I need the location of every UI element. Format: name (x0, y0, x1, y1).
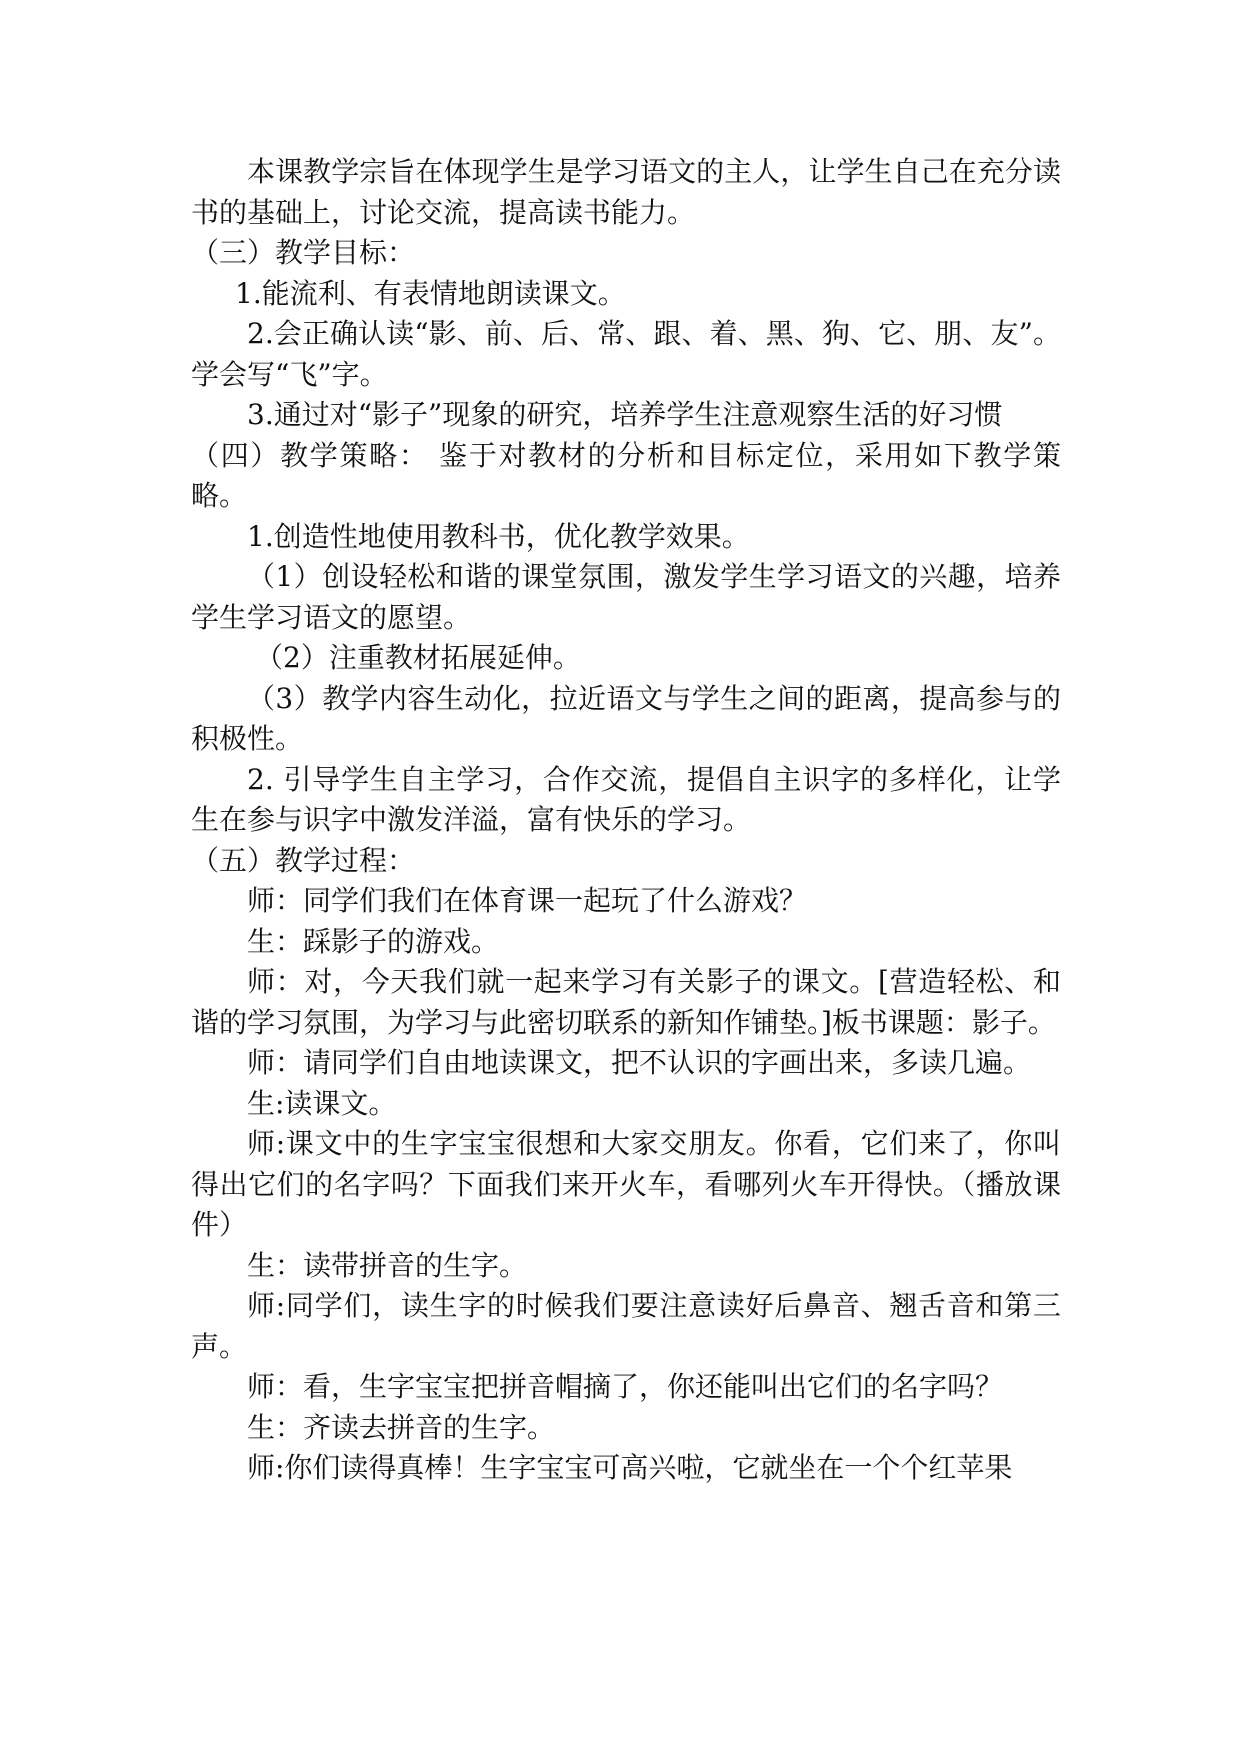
dialogue-line: 生:读课文。 (247, 1086, 397, 1120)
dialogue-line: 生：踩影子的游戏。 (247, 924, 500, 958)
dialogue-line: 师:同学们，读生字的时候我们要注意读好后鼻音、翘舌音和第三声。 (191, 1289, 1061, 1363)
dialogue-line: 师:课文中的生字宝宝很想和大家交朋友。你看，它们来了，你叫得出它们的名字吗？下面我们来开火车，看哪列火车开得快。（播放课件） (191, 1127, 1061, 1241)
dialogue-line: 师：对，今天我们就一起来学习有关影子的课文。[营造轻松、和谐的学习氛围，为学习与此密切联系的新知作铺垫。]板书课题：影子。 (191, 965, 1061, 1039)
goal-item-2: 2.会正确认读“影、前、后、常、跟、着、黑、狗、它、朋、友”。学会写“飞”字。 (191, 317, 1061, 391)
strategy-subitem-1: （1）创设轻松和谐的课堂氛围，激发学生学习语文的兴趣，培养学生学习语文的愿望。 (191, 560, 1061, 634)
dialogue-line: 生：齐读去拼音的生字。 (247, 1410, 556, 1444)
heading-process: （五）教学过程： (191, 843, 416, 877)
dialogue-line: 师：同学们我们在体育课一起玩了什么游戏？ (247, 884, 808, 917)
goal-item-3: 3.通过对“影子”现象的研究，培养学生注意观察生活的好习惯 (247, 398, 1003, 431)
strategy-subitem-2: （2）注重教材拓展延伸。 (255, 641, 581, 674)
heading-goals: （三）教学目标： (191, 236, 416, 269)
document-body (191, 152, 1061, 1489)
strategy-subitem-3: （3）教学内容生动化，拉近语文与学生之间的距离，提高参与的积极性。 (191, 681, 1061, 755)
dialogue-line: 师：看，生字宝宝把拼音帽摘了，你还能叫出它们的名字吗？ (247, 1370, 1004, 1403)
strategy-item-2: 2. 引导学生自主学习，合作交流，提倡自主识字的多样化，让学生在参与识字中激发洋溢，富有快乐的学习。 (191, 762, 1061, 836)
dialogue-line: 生：读带拼音的生字。 (247, 1248, 528, 1282)
dialogue-line: 师:你们读得真棒！生字宝宝可高兴啦，它就坐在一个个红苹果 (247, 1451, 1013, 1484)
goal-item-1: 1.能流利、有表情地朗读课文。 (235, 276, 626, 310)
strategy-item-1: 1.创造性地使用教科书，优化教学效果。 (247, 519, 750, 553)
dialogue-line: 师：请同学们自由地读课文，把不认识的字画出来，多读几遍。 (247, 1046, 1032, 1079)
paragraph-intro: 本课教学宗旨在体现学生是学习语文的主人，让学生自己在充分读书的基础上，讨论交流，提高读书能力。 (191, 155, 1061, 229)
heading-strategy: （四）教学策略： 鉴于对教材的分析和目标定位，采用如下教学策略。 (191, 438, 1061, 512)
